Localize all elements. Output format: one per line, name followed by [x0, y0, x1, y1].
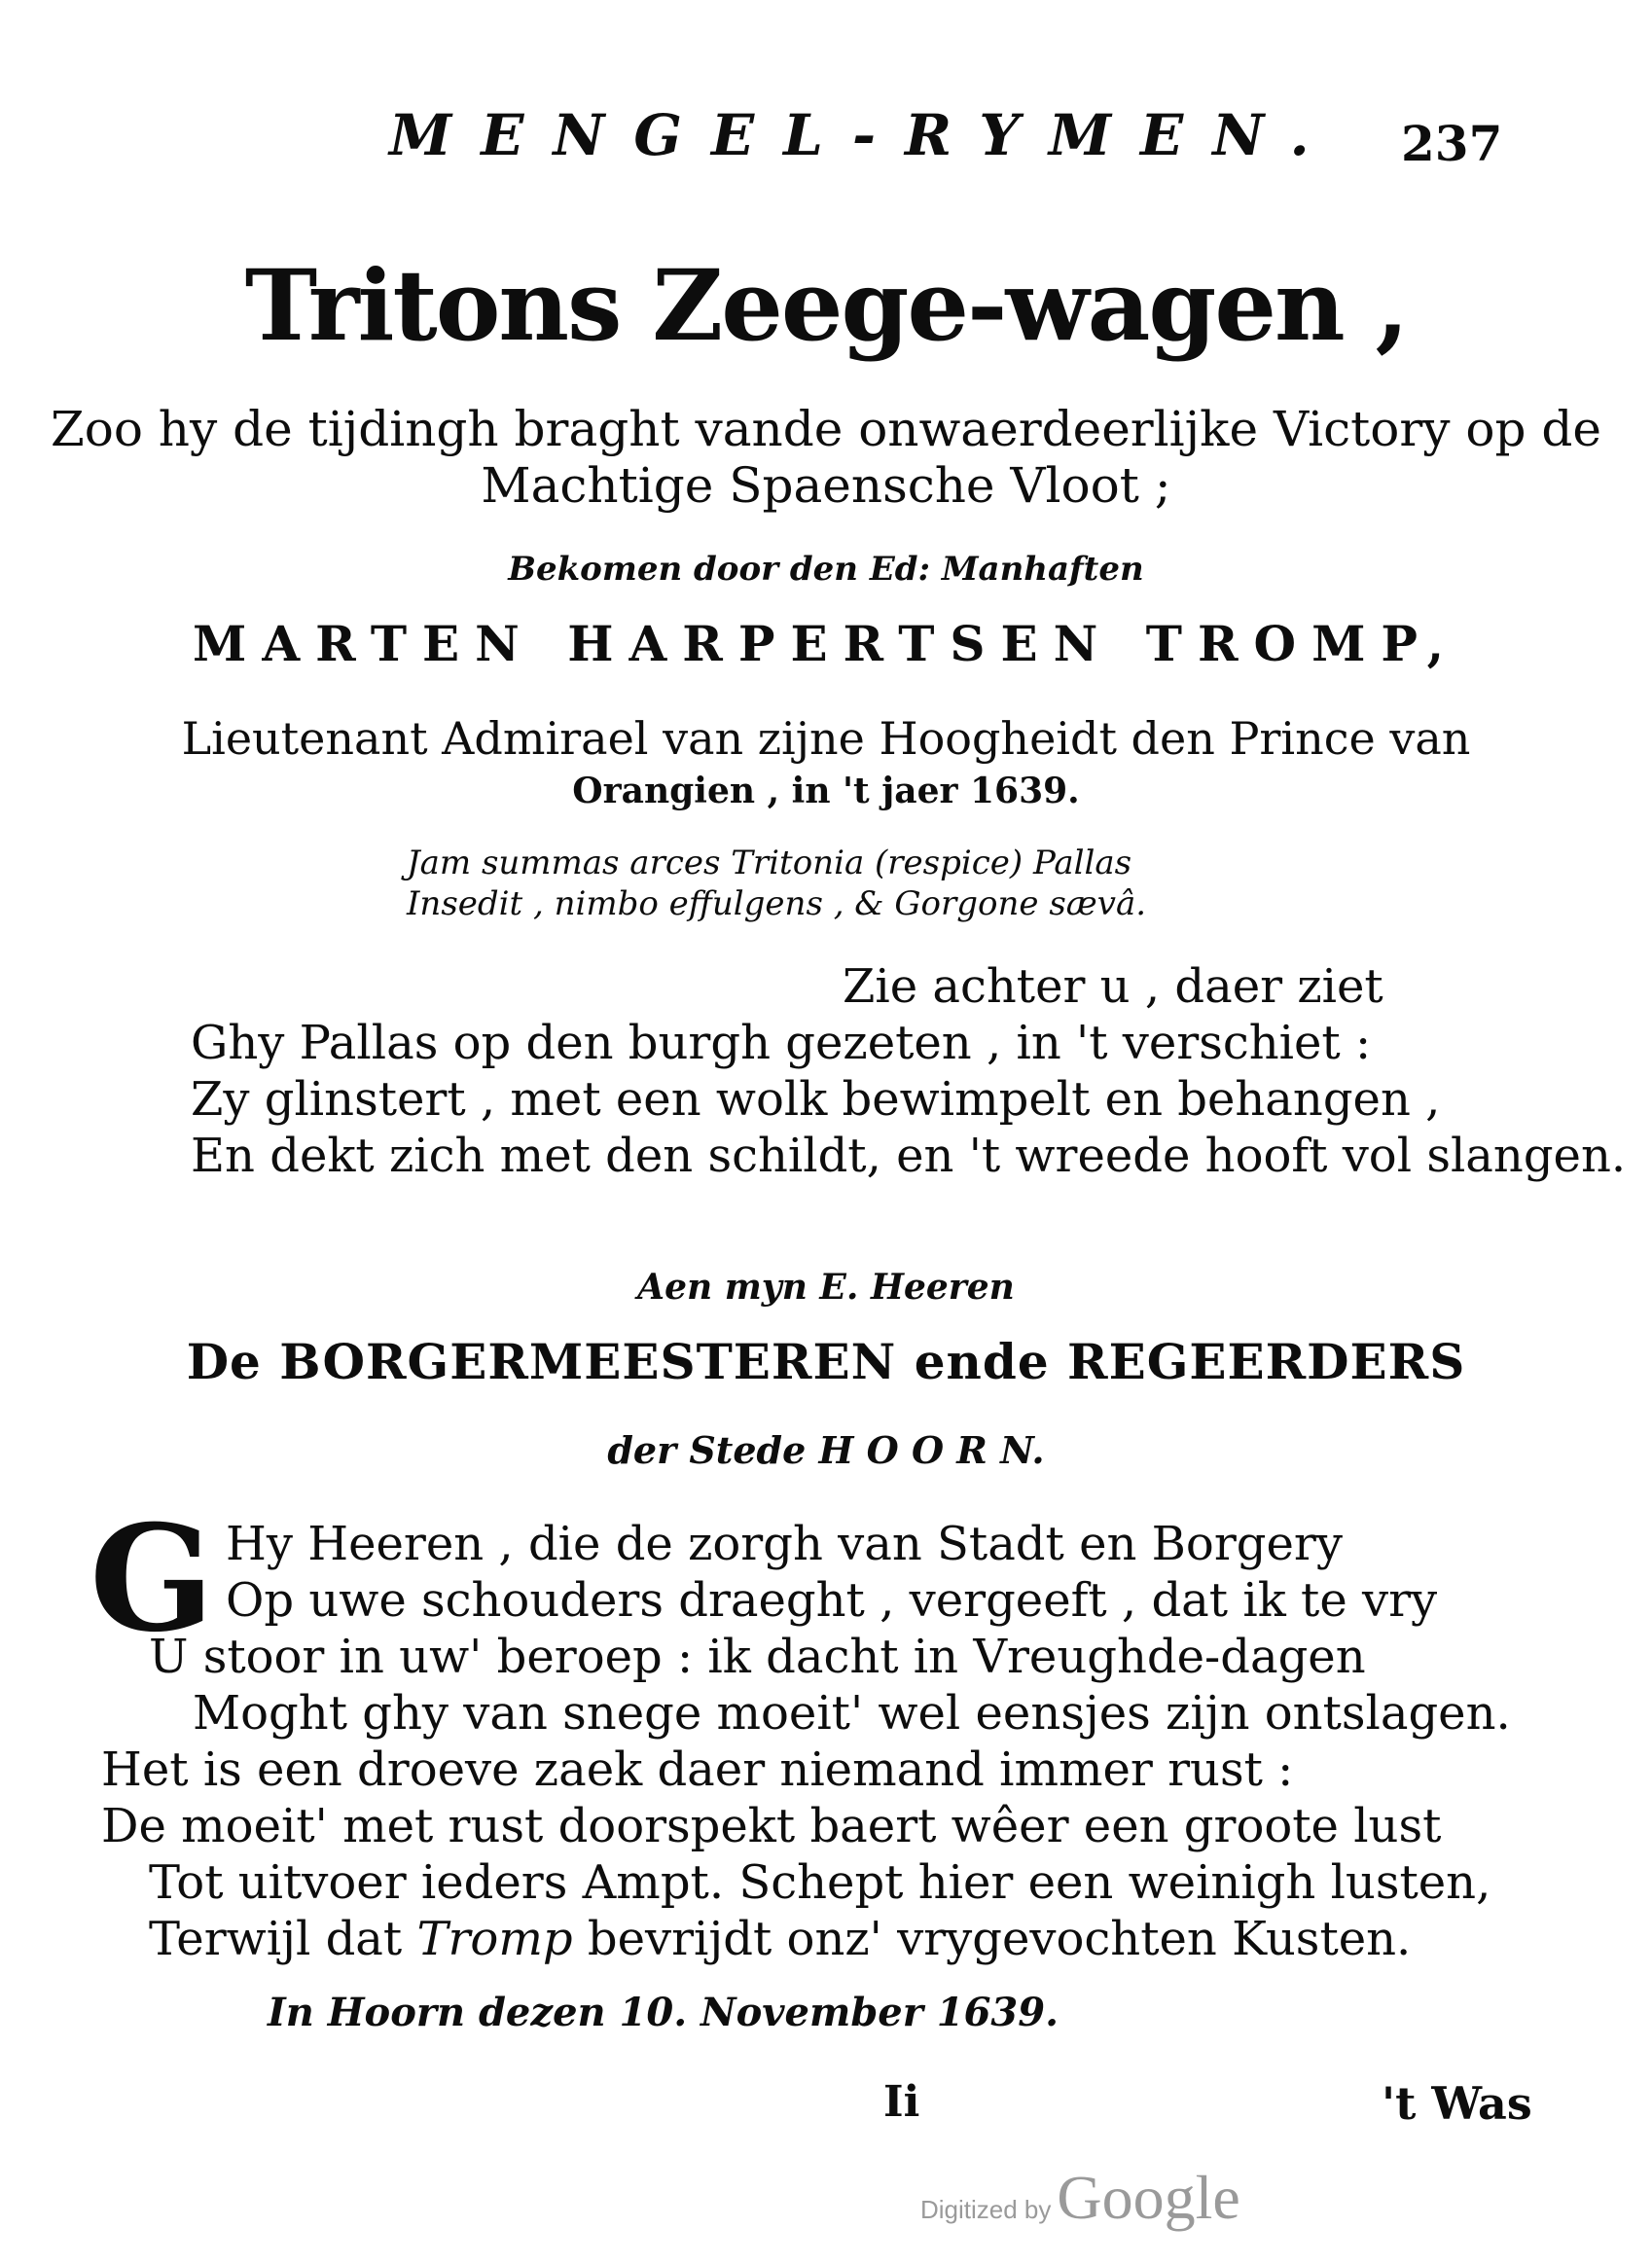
subtitle — [0, 401, 1652, 514]
dedication-city: der Stede H O O R N. — [607, 1428, 1045, 1472]
poem-line: U stoor in uw' beroep : ik dacht in Vreughde-dagen — [149, 1630, 1366, 1684]
poem-line: De moeit' met rust doorspekt baert wêer een groote lust — [101, 1799, 1442, 1853]
catchword: 't Was — [1382, 2077, 1532, 2130]
google-logo: Google — [1057, 2163, 1240, 2232]
admiral-name: MARTEN HARPERTSEN TROMP, — [193, 615, 1459, 672]
obtained-by: Bekomen door den Ed: Manhaften — [508, 550, 1144, 589]
latin-quote-line-1: Jam summas arces Tritonia (respice) Pallas — [407, 844, 1132, 882]
poem-line: Op uwe schouders draeght , vergeeft , dat ik te vry — [226, 1573, 1438, 1628]
dutch-translation-line-4: En dekt zich met den schildt, en 't wreede hooft vol slangen. — [191, 1129, 1627, 1183]
poem-name-tromp: Tromp — [416, 1912, 573, 1966]
dateline: In Hoorn dezen 10. November 1639. — [268, 1990, 1059, 2035]
rank-line-2: Orangien , in 't jaer 1639. — [572, 771, 1080, 811]
running-head: MENGEL-RYMEN. — [389, 102, 1339, 168]
dutch-translation-line-2: Ghy Pallas op den burgh gezeten , in 't verschiet : — [191, 1016, 1372, 1070]
admiral-rank — [0, 712, 1652, 817]
poem-line: Hy Heeren , die de zorgh van Stadt en Borgery — [226, 1517, 1343, 1571]
digitized-prefix: Digitized by — [920, 2195, 1052, 2224]
page-number: 237 — [1401, 115, 1503, 172]
digitized-by-google — [920, 2162, 1240, 2234]
dutch-translation-line-3: Zy glinstert , met een wolk bewimpelt en behangen , — [191, 1072, 1441, 1127]
poem-line: Tot uitvoer ieders Ampt. Schept hier een weinigh lusten, — [149, 1855, 1491, 1910]
poem-text: Terwijl dat — [149, 1912, 417, 1966]
dutch-translation-line-1: Zie achter u , daer ziet — [843, 959, 1383, 1014]
signature-mark: Ii — [883, 2077, 920, 2127]
subtitle-line-1: Zoo hy de tijdingh braght vande onwaerdeerlijke Victory op de — [50, 401, 1602, 457]
poem-line-last — [149, 1911, 1411, 1967]
poem-text: bevrijdt onz' vrygevochten Kusten. — [572, 1912, 1412, 1966]
poem-line: Moght ghy van snege moeit' wel eensjes zijn ontslagen. — [193, 1686, 1511, 1741]
dedication-heading: Aen myn E. Heeren — [637, 1267, 1015, 1308]
rank-line-1: Lieutenant Admirael van zijne Hoogheidt den Prince van — [181, 712, 1471, 765]
dedication-recipients: De BORGERMEESTEREN ende REGEERDERS — [186, 1333, 1466, 1390]
poem-title: Tritons Zeege-wagen , — [244, 248, 1408, 363]
drop-cap: G — [90, 1493, 215, 1665]
subtitle-line-2: Machtige Spaensche Vloot ; — [481, 457, 1171, 514]
poem-line: Het is een droeve zaek daer niemand immer rust : — [101, 1742, 1294, 1797]
latin-quote-line-2: Insedit , nimbo effulgens , & Gorgone sævâ. — [407, 884, 1147, 923]
